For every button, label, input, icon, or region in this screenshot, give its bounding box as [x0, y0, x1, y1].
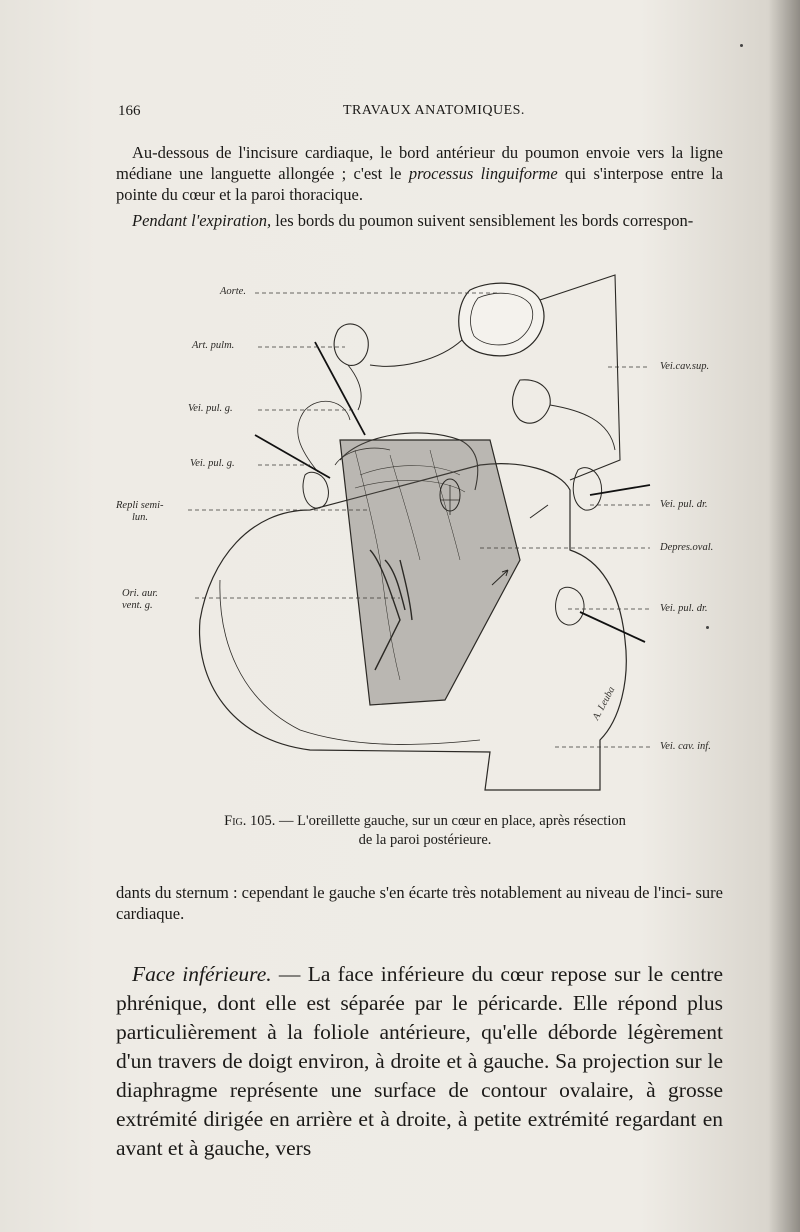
paragraph1-line2a: médiane une languette allongée ; c'est le [116, 164, 409, 183]
page-number: 166 [118, 103, 141, 119]
face-inferieure-heading: Face inférieure. [132, 962, 272, 986]
label-art-pulm: Art. pulm. [192, 340, 235, 351]
figure-105 [100, 260, 740, 800]
label-vei-cav-sup: Vei.cav.sup. [660, 361, 710, 372]
paragraph3-line2: sure cardiaque. [116, 883, 723, 923]
paragraph1-line1: Au-dessous de l'incisure cardiaque, le bord antérieur du poumon envoie vers la ligne [132, 143, 723, 162]
paragraph1-line2b: qui s'interpose entre la [557, 164, 723, 183]
label-aorte: Aorte. [220, 286, 246, 297]
paragraph-face-inferieure [116, 960, 723, 1163]
ink-speck [706, 626, 709, 629]
label-vei-pul-g-upper: Vei. pul. g. [188, 403, 233, 414]
engraver-signature: A. Leuba [590, 684, 618, 723]
paragraph-processus-linguiforme [116, 142, 723, 205]
expiration-term: Pendant l'expiration, [132, 211, 272, 230]
paragraph4-text: — La face inférieure du cœur repose sur le centre phrénique, dont elle est séparée par le péricarde. Elle répond plus particulièrement à la foliole antérieure, qu'elle déborde légèrement d'un travers de doigt environ, à droite et à gauche. Sa projection sur le diaphragme représente une surface de contour ovalaire, à grosse extrémité dirigée en arrière et à droite, à petite extrémité regardant en avant et à gauche, vers [116, 962, 723, 1160]
paragraph-sternum [116, 882, 723, 924]
label-repli-lun: lun. [132, 512, 149, 523]
label-repli-semi: Repli semi- [116, 500, 164, 511]
figure-number: Fig. 105. [224, 813, 276, 829]
label-depres-oval: Depres.oval. [660, 542, 714, 553]
label-vei-pul-g-lower: Vei. pul. g. [190, 458, 235, 469]
processus-linguiforme-term: processus linguiforme [408, 164, 558, 183]
label-vei-cav-inf: Vei. cav. inf. [660, 741, 711, 752]
paragraph1-line3: pointe du cœur et la paroi thoracique. [116, 185, 363, 204]
corner-speck [740, 44, 743, 47]
running-title: TRAVAUX ANATOMIQUES. [343, 103, 525, 118]
label-vei-pul-dr-upper: Vei. pul. dr. [660, 499, 708, 510]
paragraph2-text: les bords du poumon suivent sensiblement les bords correspon- [271, 211, 694, 230]
label-ori-aur: Ori. aur. [122, 588, 158, 599]
paragraph3-line1: dants du sternum : cependant le gauche s'en écarte très notablement au niveau de l'inci- [116, 883, 692, 902]
paragraph-expiration [116, 210, 723, 231]
label-vei-pul-dr-lower: Vei. pul. dr. [660, 603, 708, 614]
caption-line2: de la paroi postérieure. [358, 832, 492, 848]
page-header [118, 103, 718, 125]
caption-line1: — L'oreillette gauche, sur un cœur en place, après résection [275, 813, 626, 829]
figure-caption [200, 812, 650, 850]
label-vent-g: vent. g. [122, 600, 153, 611]
